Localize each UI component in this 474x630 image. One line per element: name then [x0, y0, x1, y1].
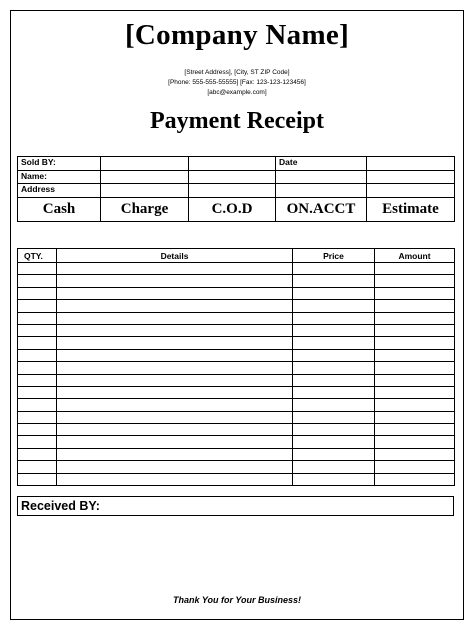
amount-cell[interactable] — [375, 374, 455, 386]
price-cell[interactable] — [293, 349, 375, 361]
name-field-2[interactable] — [189, 170, 276, 184]
price-cell[interactable] — [293, 436, 375, 448]
item-row — [18, 424, 455, 436]
qty-cell[interactable] — [18, 300, 57, 312]
qty-cell[interactable] — [18, 399, 57, 411]
received-by-field[interactable] — [17, 496, 454, 516]
details-cell[interactable] — [57, 324, 293, 336]
amount-cell[interactable] — [375, 263, 455, 275]
payment-option-on-acct[interactable]: ON.ACCT — [276, 197, 367, 221]
item-row — [18, 374, 455, 386]
details-cell[interactable] — [57, 300, 293, 312]
item-row — [18, 473, 455, 485]
item-row — [18, 312, 455, 324]
amount-cell[interactable] — [375, 436, 455, 448]
qty-cell[interactable] — [18, 424, 57, 436]
payment-option-cash[interactable]: Cash — [18, 197, 101, 221]
amount-cell[interactable] — [375, 473, 455, 485]
item-row — [18, 399, 455, 411]
price-cell[interactable] — [293, 275, 375, 287]
qty-cell[interactable] — [18, 386, 57, 398]
details-cell[interactable] — [57, 287, 293, 299]
price-cell[interactable] — [293, 448, 375, 460]
qty-cell[interactable] — [18, 263, 57, 275]
company-name: [Company Name] — [124, 19, 350, 51]
price-cell[interactable] — [293, 411, 375, 423]
amount-cell[interactable] — [375, 386, 455, 398]
details-cell[interactable] — [57, 362, 293, 374]
sold-by-label: Sold BY: — [18, 157, 101, 171]
items-table — [17, 248, 455, 486]
sold-by-field[interactable] — [101, 157, 189, 171]
item-row — [18, 461, 455, 473]
details-cell[interactable] — [57, 461, 293, 473]
name-field-3[interactable] — [276, 170, 367, 184]
received-by-label: Received BY: — [21, 499, 100, 513]
customer-info-table — [17, 156, 455, 222]
item-row — [18, 287, 455, 299]
qty-cell[interactable] — [18, 324, 57, 336]
payment-option-charge[interactable]: Charge — [101, 197, 189, 221]
payment-option-cod[interactable]: C.O.D — [189, 197, 276, 221]
price-cell[interactable] — [293, 324, 375, 336]
address-field[interactable] — [101, 184, 189, 198]
price-cell[interactable] — [293, 337, 375, 349]
qty-cell[interactable] — [18, 473, 57, 485]
date-field[interactable] — [367, 157, 455, 171]
amount-cell[interactable] — [375, 275, 455, 287]
amount-cell[interactable] — [375, 337, 455, 349]
amount-cell[interactable] — [375, 362, 455, 374]
price-cell[interactable] — [293, 312, 375, 324]
amount-cell[interactable] — [375, 411, 455, 423]
amount-cell[interactable] — [375, 399, 455, 411]
item-row — [18, 300, 455, 312]
details-cell[interactable] — [57, 312, 293, 324]
qty-cell[interactable] — [18, 337, 57, 349]
qty-cell[interactable] — [18, 312, 57, 324]
date-label: Date — [276, 157, 367, 171]
details-column-header: Details — [57, 249, 293, 263]
qty-cell[interactable] — [18, 411, 57, 423]
qty-cell[interactable] — [18, 448, 57, 460]
amount-cell[interactable] — [375, 448, 455, 460]
price-cell[interactable] — [293, 300, 375, 312]
address-label: Address — [18, 184, 101, 198]
sold-by-field-2[interactable] — [189, 157, 276, 171]
item-row — [18, 349, 455, 361]
item-row — [18, 263, 455, 275]
receipt-title: Payment Receipt — [150, 108, 324, 134]
details-cell[interactable] — [57, 473, 293, 485]
qty-cell[interactable] — [18, 362, 57, 374]
phone-fax-line: [Phone: 555-555-55555] [Fax: 123-123-123456] — [168, 79, 306, 86]
item-row — [18, 337, 455, 349]
price-cell[interactable] — [293, 287, 375, 299]
amount-cell[interactable] — [375, 461, 455, 473]
item-row — [18, 436, 455, 448]
amount-cell[interactable] — [375, 349, 455, 361]
details-cell[interactable] — [57, 436, 293, 448]
price-cell[interactable] — [293, 374, 375, 386]
qty-cell[interactable] — [18, 349, 57, 361]
amount-cell[interactable] — [375, 424, 455, 436]
qty-cell[interactable] — [18, 374, 57, 386]
qty-column-header: QTY. — [18, 249, 57, 263]
details-cell[interactable] — [57, 386, 293, 398]
name-field-4[interactable] — [367, 170, 455, 184]
email-line: [abc@example.com] — [207, 89, 267, 96]
item-row — [18, 324, 455, 336]
qty-cell[interactable] — [18, 436, 57, 448]
details-cell[interactable] — [57, 374, 293, 386]
details-cell[interactable] — [57, 424, 293, 436]
amount-cell[interactable] — [375, 300, 455, 312]
details-cell[interactable] — [57, 349, 293, 361]
address-field-3[interactable] — [276, 184, 367, 198]
address-field-2[interactable] — [189, 184, 276, 198]
item-row — [18, 362, 455, 374]
address-field-4[interactable] — [367, 184, 455, 198]
details-cell[interactable] — [57, 411, 293, 423]
name-field[interactable] — [101, 170, 189, 184]
payment-option-estimate[interactable]: Estimate — [367, 197, 455, 221]
amount-column-header: Amount — [375, 249, 455, 263]
qty-cell[interactable] — [18, 275, 57, 287]
price-cell[interactable] — [293, 362, 375, 374]
thank-you-note: Thank You for Your Business! — [172, 595, 302, 605]
amount-cell[interactable] — [375, 287, 455, 299]
details-cell[interactable] — [57, 337, 293, 349]
price-cell[interactable] — [293, 263, 375, 275]
qty-cell[interactable] — [18, 287, 57, 299]
price-column-header: Price — [293, 249, 375, 263]
item-row — [18, 448, 455, 460]
price-cell[interactable] — [293, 399, 375, 411]
name-label: Name: — [18, 170, 101, 184]
item-row — [18, 411, 455, 423]
price-cell[interactable] — [293, 473, 375, 485]
details-cell[interactable] — [57, 399, 293, 411]
item-row — [18, 386, 455, 398]
qty-cell[interactable] — [18, 461, 57, 473]
details-cell[interactable] — [57, 275, 293, 287]
amount-cell[interactable] — [375, 324, 455, 336]
price-cell[interactable] — [293, 424, 375, 436]
details-cell[interactable] — [57, 263, 293, 275]
price-cell[interactable] — [293, 386, 375, 398]
item-row — [18, 275, 455, 287]
street-address-line: [Street Address], [City, ST ZIP Code] — [184, 69, 290, 76]
details-cell[interactable] — [57, 448, 293, 460]
amount-cell[interactable] — [375, 312, 455, 324]
price-cell[interactable] — [293, 461, 375, 473]
